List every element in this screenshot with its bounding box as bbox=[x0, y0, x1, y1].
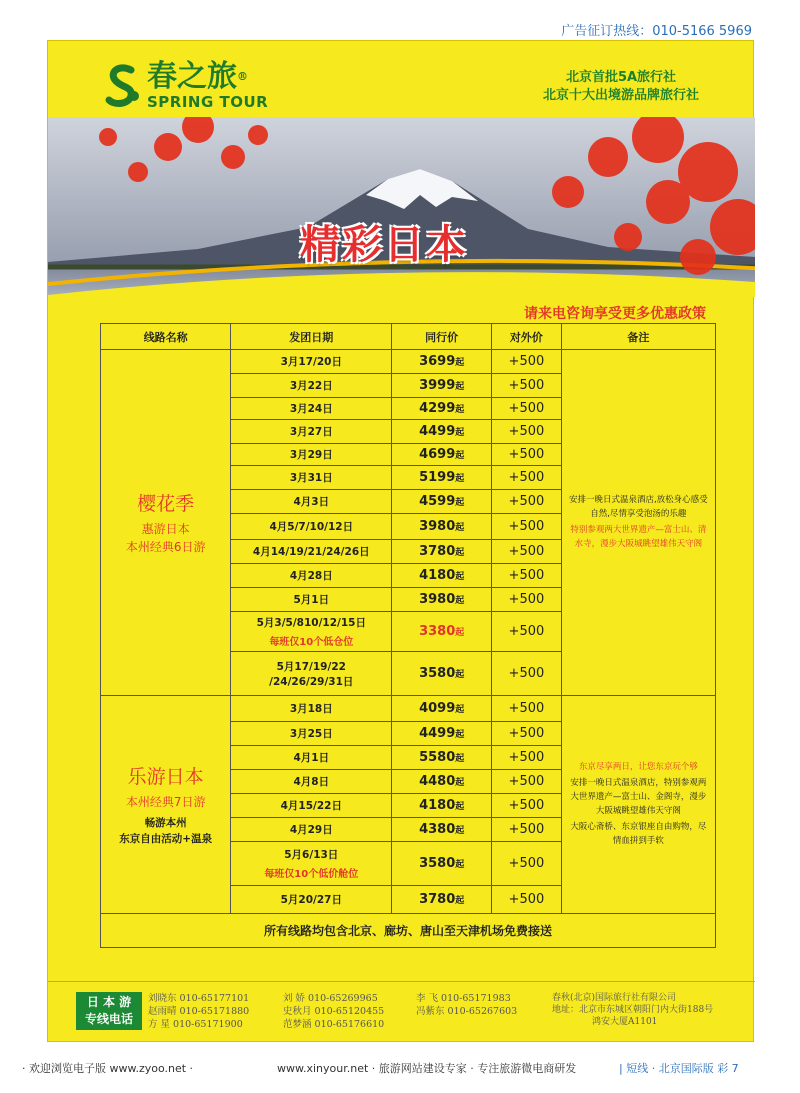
retail-markup-cell: +500 bbox=[492, 652, 562, 696]
retail-markup-cell: +500 bbox=[492, 466, 562, 490]
trade-price: 4499 bbox=[419, 726, 456, 741]
mount-fuji-banner bbox=[48, 117, 755, 297]
col-header-retail-price: 对外价 bbox=[492, 324, 562, 350]
trade-price: 3380 bbox=[419, 624, 456, 639]
route-notes-cell bbox=[561, 696, 715, 914]
contact-entry: 方 星 010-65171900 bbox=[148, 1019, 243, 1030]
col-header-route: 线路名称 bbox=[101, 324, 231, 350]
departure-date-cell bbox=[231, 696, 392, 722]
price-from-suffix: 起 bbox=[455, 896, 465, 906]
departure-date-cell bbox=[231, 564, 392, 588]
company-address: 地址：北京市东城区朝阳门内大街188号 bbox=[552, 1005, 714, 1015]
departure-date-cell bbox=[231, 466, 392, 490]
trade-price-cell bbox=[392, 842, 492, 886]
price-from-suffix: 起 bbox=[455, 826, 465, 836]
departure-date: 3月29日 bbox=[289, 449, 333, 461]
retail-markup-cell: +500 bbox=[492, 612, 562, 652]
departure-date-cell bbox=[231, 794, 392, 818]
table-row bbox=[101, 350, 716, 374]
trade-price-cell bbox=[392, 490, 492, 514]
route-note: 安排一晚日式温泉酒店,放松身心感受自然,尽情享受泡汤的乐趣 bbox=[568, 494, 708, 519]
retail-markup-cell: +500 bbox=[492, 444, 562, 466]
trade-price-cell bbox=[392, 722, 492, 746]
tagline-line-2: 北京十大出境游品牌旅行社 bbox=[542, 88, 699, 103]
departure-date-cell bbox=[231, 746, 392, 770]
trade-price: 4180 bbox=[419, 568, 456, 583]
route-name-cell bbox=[101, 696, 231, 914]
retail-markup-cell: +500 bbox=[492, 540, 562, 564]
contact-entry: 赵雨晴 010-65171880 bbox=[148, 1006, 250, 1017]
retail-markup-cell: +500 bbox=[492, 350, 562, 374]
departure-date: 3月24日 bbox=[289, 403, 333, 415]
badge-line-2: 专线电话 bbox=[84, 1012, 133, 1026]
japan-hotline-badge bbox=[76, 992, 142, 1030]
ad-panel bbox=[47, 40, 754, 1042]
banner-title: 精彩日本 bbox=[300, 222, 468, 268]
trade-price-cell bbox=[392, 794, 492, 818]
retail-markup-cell: +500 bbox=[492, 696, 562, 722]
retail-markup-cell: +500 bbox=[492, 420, 562, 444]
departure-date-cell bbox=[231, 886, 392, 914]
retail-markup-cell: +500 bbox=[492, 722, 562, 746]
departure-date: 4月29日 bbox=[289, 824, 333, 836]
price-from-suffix: 起 bbox=[455, 596, 465, 606]
departure-date: 4月15/22日 bbox=[280, 800, 342, 812]
footer-left: · 欢迎浏览电子版 www.zyoo.net · bbox=[22, 1062, 194, 1075]
price-from-suffix: 起 bbox=[455, 628, 465, 638]
price-from-suffix: 起 bbox=[455, 358, 465, 368]
departure-date-cell bbox=[231, 350, 392, 374]
tagline-line-1: 北京首批5A旅行社 bbox=[565, 70, 677, 85]
departure-date-cell bbox=[231, 444, 392, 466]
trade-price-cell bbox=[392, 564, 492, 588]
departure-date: 5月6/13日 bbox=[284, 849, 339, 861]
price-from-suffix: 起 bbox=[455, 802, 465, 812]
trade-price-cell bbox=[392, 886, 492, 914]
tour-price-table bbox=[100, 323, 716, 948]
registered-mark: ® bbox=[237, 70, 248, 83]
footer-right: | 短线 · 北京国际版 彩 7 bbox=[619, 1062, 739, 1075]
price-from-suffix: 起 bbox=[455, 730, 465, 740]
contact-column-2 bbox=[283, 992, 384, 1031]
trade-price: 5199 bbox=[419, 470, 456, 485]
route-notes-cell bbox=[561, 350, 715, 696]
price-from-suffix: 起 bbox=[455, 428, 465, 438]
price-from-suffix: 起 bbox=[455, 670, 465, 680]
route-highlight-2: 东京自由活动+温泉 bbox=[119, 833, 213, 845]
retail-markup-cell: +500 bbox=[492, 490, 562, 514]
trade-price-cell bbox=[392, 374, 492, 398]
price-from-suffix: 起 bbox=[455, 451, 465, 461]
price-from-suffix: 起 bbox=[455, 405, 465, 415]
departure-date: 3月31日 bbox=[289, 472, 333, 484]
retail-markup-cell: +500 bbox=[492, 398, 562, 420]
mount-fuji-image bbox=[48, 117, 755, 297]
route-subtitle: 惠游日本 bbox=[141, 522, 190, 536]
price-from-suffix: 起 bbox=[455, 778, 465, 788]
footer-middle: www.xinyour.net · 旅游网站建设专家 · 专注旅游微电商研发 bbox=[277, 1062, 577, 1075]
departure-date: 4月8日 bbox=[293, 776, 330, 788]
departure-date: 3月22日 bbox=[289, 380, 333, 392]
col-header-trade-price: 同行价 bbox=[392, 324, 492, 350]
airport-transfer-note: 所有线路均包含北京、廊坊、唐山至天津机场免费接送 bbox=[101, 914, 716, 948]
departure-date-cell bbox=[231, 770, 392, 794]
trade-price: 4099 bbox=[419, 701, 456, 716]
route-note: 特别参观两大世界遗产—富士山、清水寺，漫步大阪城眺望雄伟天守阁 bbox=[570, 524, 707, 549]
retail-markup-cell: +500 bbox=[492, 514, 562, 540]
trade-price: 5580 bbox=[419, 750, 456, 765]
trade-price-cell bbox=[392, 466, 492, 490]
departure-date-cell bbox=[231, 490, 392, 514]
price-from-suffix: 起 bbox=[455, 474, 465, 484]
trade-price-cell bbox=[392, 444, 492, 466]
retail-markup-cell: +500 bbox=[492, 794, 562, 818]
departure-date-cell bbox=[231, 398, 392, 420]
col-header-date: 发团日期 bbox=[231, 324, 392, 350]
tagline bbox=[543, 69, 699, 105]
trade-price: 4499 bbox=[419, 424, 456, 439]
trade-price-cell bbox=[392, 350, 492, 374]
contact-entry: 范梦涵 010-65176610 bbox=[283, 1019, 385, 1030]
contact-entry: 史秋月 010-65120455 bbox=[283, 1006, 385, 1017]
logo-cn-text: 春之旅 bbox=[147, 59, 237, 94]
contact-column-1 bbox=[148, 992, 249, 1031]
departure-date: 4月28日 bbox=[289, 570, 333, 582]
departure-date-cell bbox=[231, 612, 392, 652]
spring-tour-logo-icon bbox=[103, 62, 143, 110]
route-note: 大阪心斋桥、东京银座自由购物，尽情血拼到手软 bbox=[570, 821, 707, 846]
price-from-suffix: 起 bbox=[455, 498, 465, 508]
trade-price: 4599 bbox=[419, 494, 456, 509]
departure-date: 5月17/19/22 bbox=[276, 660, 346, 673]
trade-price: 3999 bbox=[419, 378, 456, 393]
price-from-suffix: 起 bbox=[455, 754, 465, 764]
route-title: 乐游日本 bbox=[127, 766, 204, 788]
departure-date: 4月5/7/10/12日 bbox=[269, 521, 354, 533]
trade-price: 3780 bbox=[419, 544, 456, 559]
ad-hotline: 广告征订热线：010-5166 5969 bbox=[561, 24, 752, 39]
trade-price: 4480 bbox=[419, 774, 456, 789]
route-duration: 本州经典6日游 bbox=[125, 540, 206, 554]
trade-price: 4299 bbox=[419, 401, 456, 416]
retail-markup-cell: +500 bbox=[492, 818, 562, 842]
price-from-suffix: 起 bbox=[455, 382, 465, 392]
price-from-suffix: 起 bbox=[455, 523, 465, 533]
departure-date: 4月14/19/21/24/26日 bbox=[252, 546, 370, 558]
logo-en-text: SPRING TOUR bbox=[147, 93, 269, 111]
departure-date: 3月17/20日 bbox=[280, 356, 342, 368]
footnote-row bbox=[101, 914, 716, 948]
trade-price-cell bbox=[392, 398, 492, 420]
price-from-suffix: 起 bbox=[455, 548, 465, 558]
departure-date: 5月3/5/810/12/15日 bbox=[256, 617, 366, 629]
retail-markup-cell: +500 bbox=[492, 842, 562, 886]
departure-date: 3月25日 bbox=[289, 728, 333, 740]
trade-price: 3980 bbox=[419, 519, 456, 534]
trade-price-cell bbox=[392, 588, 492, 612]
departure-date-cell bbox=[231, 588, 392, 612]
trade-price-cell bbox=[392, 612, 492, 652]
contact-entry: 刘 娇 010-65269965 bbox=[283, 993, 378, 1004]
retail-markup-cell: +500 bbox=[492, 886, 562, 914]
departure-date: 3月18日 bbox=[289, 703, 333, 715]
departure-date-cont: /24/26/29/31日 bbox=[269, 675, 354, 688]
trade-price: 3580 bbox=[419, 666, 456, 681]
trade-price-cell bbox=[392, 514, 492, 540]
company-building: 鸿安大厦A1101 bbox=[592, 1017, 658, 1027]
retail-markup-cell: +500 bbox=[492, 564, 562, 588]
departure-date-cell bbox=[231, 514, 392, 540]
price-from-suffix: 起 bbox=[455, 860, 465, 870]
trade-price: 4699 bbox=[419, 447, 456, 462]
route-note: 东京尽享两日，让您东京玩个够 bbox=[578, 761, 698, 772]
retail-markup-cell: +500 bbox=[492, 374, 562, 398]
promo-text: 请来电咨询享受更多优惠政策 bbox=[524, 306, 706, 322]
badge-line-1: 日 本 游 bbox=[86, 995, 132, 1009]
seat-limit-note: 每班仅10个低价舱位 bbox=[264, 869, 359, 880]
departure-date: 5月20/27日 bbox=[280, 894, 342, 906]
retail-markup-cell: +500 bbox=[492, 746, 562, 770]
departure-date: 5月1日 bbox=[293, 594, 330, 606]
trade-price-cell bbox=[392, 420, 492, 444]
retail-markup-cell: +500 bbox=[492, 770, 562, 794]
departure-date: 4月1日 bbox=[293, 752, 330, 764]
trade-price-cell bbox=[392, 818, 492, 842]
route-highlight: 畅游本州 bbox=[144, 817, 187, 829]
trade-price-cell bbox=[392, 652, 492, 696]
departure-date: 3月27日 bbox=[289, 426, 333, 438]
departure-date-cell bbox=[231, 652, 392, 696]
contact-column-3 bbox=[416, 992, 517, 1018]
brand-logo bbox=[103, 61, 268, 111]
contact-entry: 李 飞 010-65171983 bbox=[416, 993, 511, 1004]
trade-price-cell bbox=[392, 540, 492, 564]
route-subtitle: 本州经典7日游 bbox=[125, 795, 206, 809]
departure-date: 4月3日 bbox=[293, 496, 330, 508]
departure-date-cell bbox=[231, 374, 392, 398]
company-info bbox=[552, 992, 752, 1028]
route-name-cell bbox=[101, 350, 231, 696]
departure-date-cell bbox=[231, 842, 392, 886]
departure-date-cell bbox=[231, 818, 392, 842]
trade-price: 4180 bbox=[419, 798, 456, 813]
contact-entry: 刘晓东 010-65177101 bbox=[148, 993, 250, 1004]
table-header-row bbox=[101, 324, 716, 350]
trade-price: 4380 bbox=[419, 822, 456, 837]
retail-markup-cell: +500 bbox=[492, 588, 562, 612]
company-name: 春秋(北京)国际旅行社有限公司 bbox=[552, 993, 677, 1003]
route-title: 樱花季 bbox=[137, 493, 195, 515]
route-note: 安排一晚日式温泉酒店，特别参观两大世界遗产—富士山、金阁寺，漫步大阪城眺望雄伟天守阁 bbox=[570, 777, 707, 816]
trade-price-cell bbox=[392, 770, 492, 794]
col-header-notes: 备注 bbox=[561, 324, 715, 350]
trade-price-cell bbox=[392, 696, 492, 722]
trade-price-cell bbox=[392, 746, 492, 770]
seat-limit-note: 每班仅10个低仓位 bbox=[269, 637, 354, 648]
trade-price: 3780 bbox=[419, 892, 456, 907]
departure-date-cell bbox=[231, 540, 392, 564]
trade-price: 3580 bbox=[419, 856, 456, 871]
price-from-suffix: 起 bbox=[455, 572, 465, 582]
contact-section bbox=[48, 981, 755, 1036]
contact-entry: 冯紫东 010-65267603 bbox=[416, 1006, 518, 1017]
departure-date-cell bbox=[231, 722, 392, 746]
trade-price: 3699 bbox=[419, 354, 456, 369]
price-from-suffix: 起 bbox=[455, 705, 465, 715]
departure-date-cell bbox=[231, 420, 392, 444]
trade-price: 3980 bbox=[419, 592, 456, 607]
table-row bbox=[101, 696, 716, 722]
